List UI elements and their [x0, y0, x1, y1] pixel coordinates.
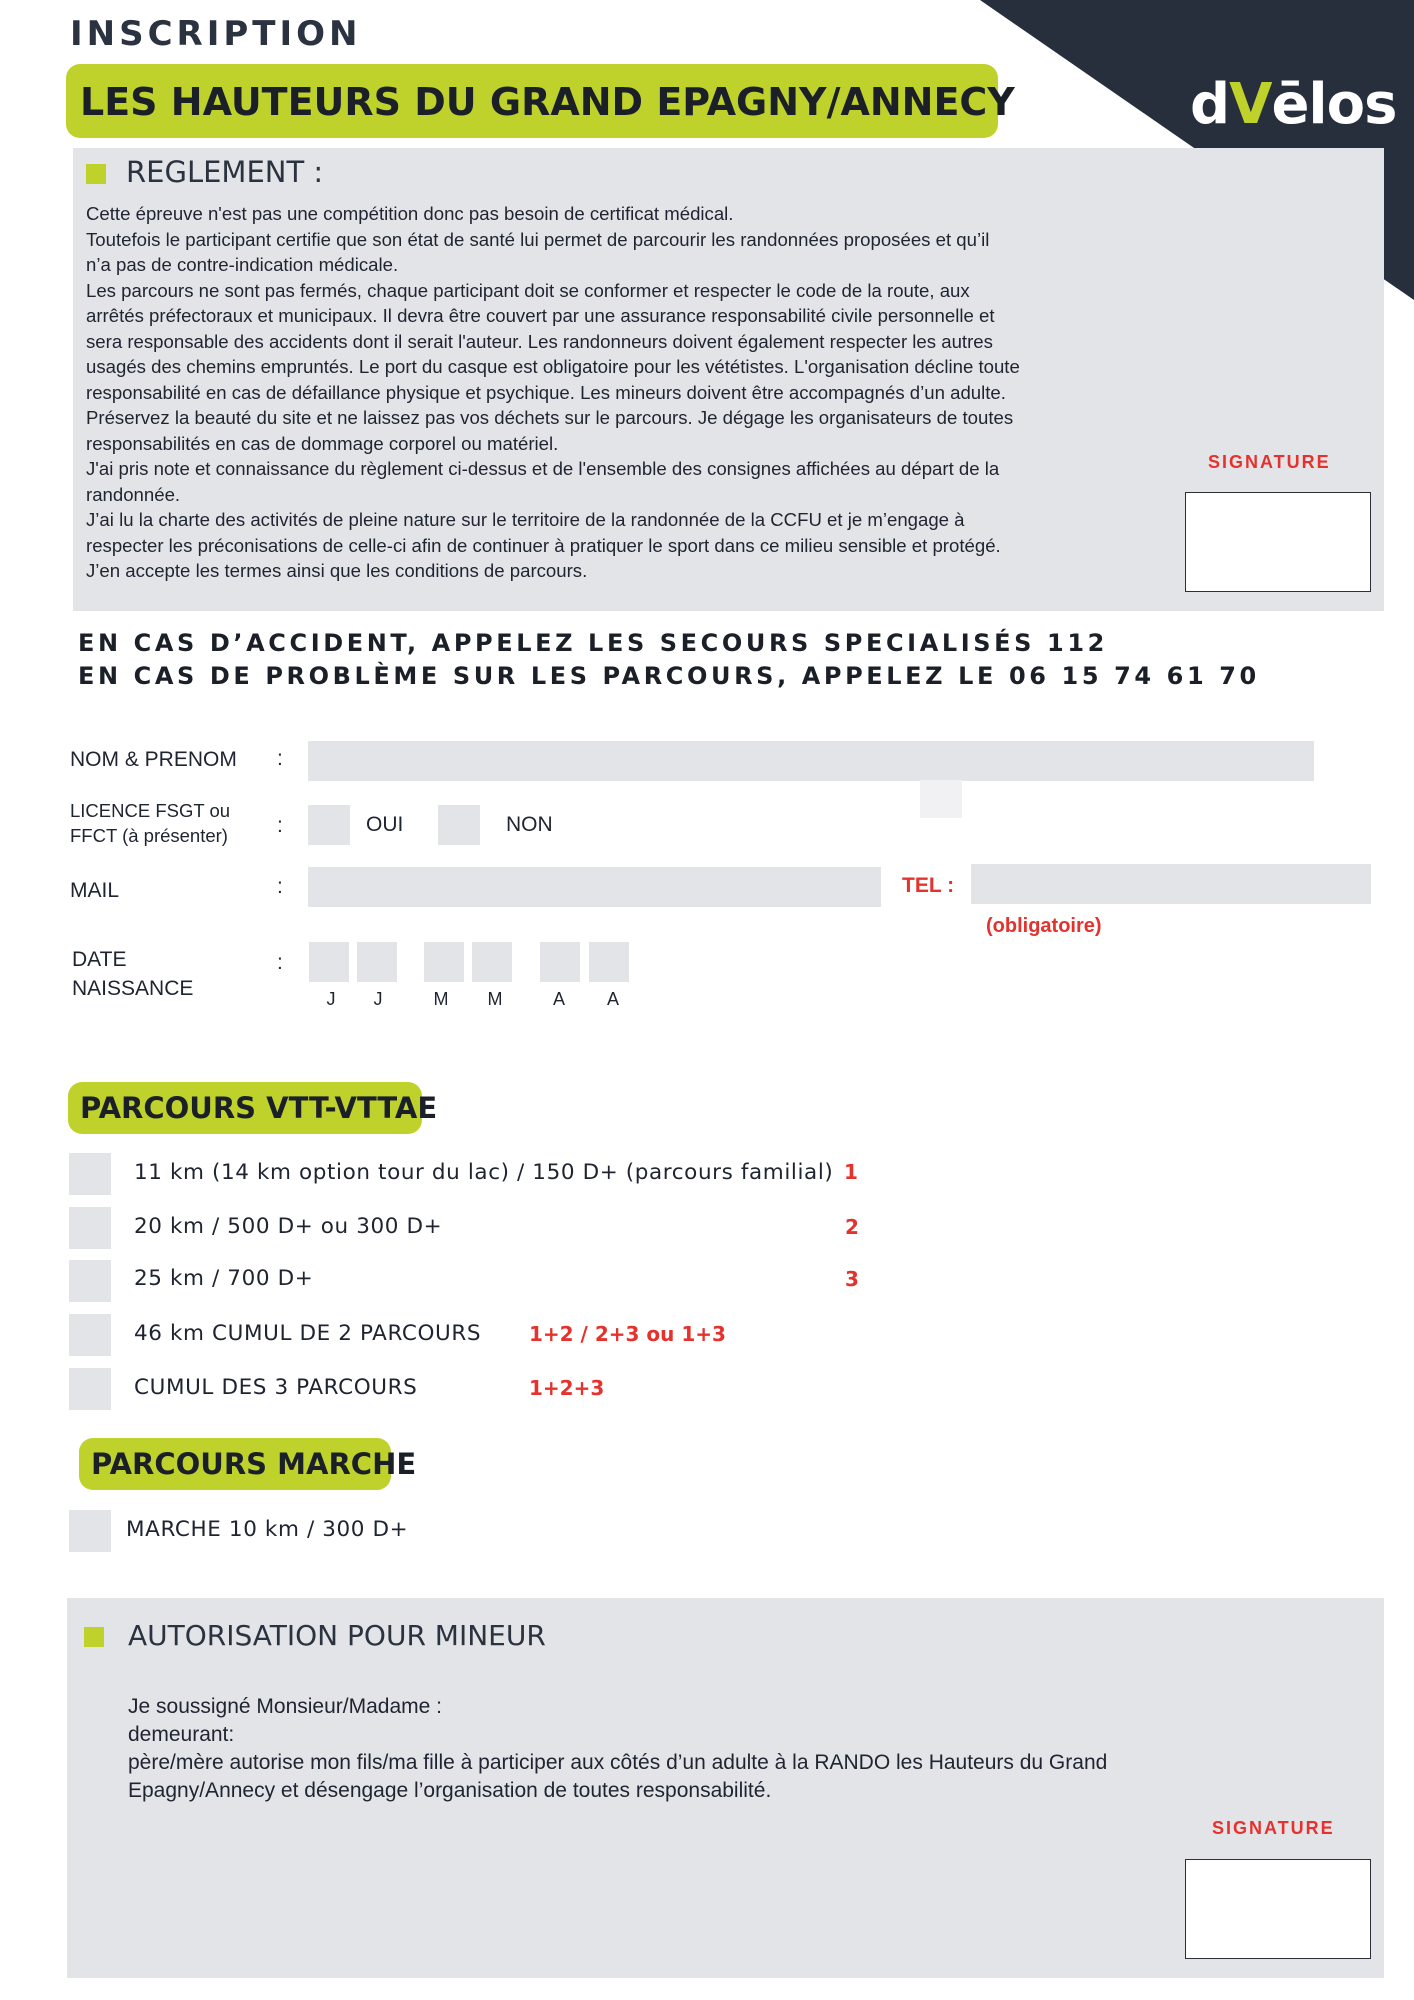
- vtt-option-1-code: 1: [844, 1160, 858, 1184]
- colon: :: [277, 951, 283, 974]
- nom-prenom-label: NOM & PRENOM: [70, 748, 237, 771]
- vtt-option-1-label: 11 km (14 km option tour du lac) / 150 D+ (parcours familial): [134, 1160, 834, 1185]
- mineur-line: Je soussigné Monsieur/Madame :: [128, 1695, 442, 1718]
- date-month-2-input[interactable]: [472, 942, 512, 982]
- mail-input[interactable]: [308, 867, 881, 907]
- vtt-option-4-label: 46 km CUMUL DE 2 PARCOURS: [134, 1321, 482, 1346]
- date-year-1-input[interactable]: [540, 942, 580, 982]
- reglement-line: J’ai lu la charte des activités de pleine nature sur le territoire de la randonnée de la CCFU et je m’engage à: [86, 509, 965, 530]
- licence-oui-label: OUI: [366, 813, 404, 836]
- reglement-line: Cette épreuve n'est pas une compétition donc pas besoin de certificat médical.: [86, 203, 734, 224]
- date-letter: J: [373, 989, 383, 1009]
- licence-non-checkbox[interactable]: [438, 805, 480, 845]
- reglement-line: Toutefois le participant certifie que son état de santé lui permet de parcourir les randonnées proposées et qu’il: [86, 228, 990, 250]
- colon: :: [277, 814, 283, 837]
- vtt-option-2-label: 20 km / 500 D+ ou 300 D+: [134, 1214, 443, 1239]
- emergency-line-112: EN CAS D’ACCIDENT, APPELEZ LES SECOURS SPECIALISÉS 112: [78, 629, 1108, 657]
- reglement-line: n’a pas de contre-indication médicale.: [86, 254, 399, 275]
- licence-oui-checkbox[interactable]: [308, 805, 350, 845]
- tel-label: TEL :: [902, 874, 955, 897]
- vtt-option-4-code: 1+2 / 2+3 ou 1+3: [529, 1322, 726, 1346]
- vtt-option-5-checkbox[interactable]: [69, 1368, 111, 1410]
- mail-label: MAIL: [70, 879, 120, 902]
- page-heading: INSCRIPTION: [70, 14, 362, 54]
- reglement-line: responsabilités en cas de dommage corporel ou matériel.: [86, 432, 559, 454]
- mineur-text: [128, 1693, 1107, 1805]
- date-letter: M: [487, 989, 503, 1009]
- mineur-signature-box[interactable]: [1185, 1859, 1371, 1959]
- vtt-option-3-label: 25 km / 700 D+: [134, 1266, 314, 1291]
- reglement-line: sera responsable des accidents dont il serait l'auteur. Les randonneurs doivent également respecter les autres: [86, 330, 993, 352]
- date-month-1-input[interactable]: [424, 942, 464, 982]
- marche-option-checkbox[interactable]: [69, 1510, 111, 1552]
- date-day-2-input[interactable]: [357, 942, 397, 982]
- bullet-square-icon: [86, 164, 106, 184]
- mineur-signature-label: SIGNATURE: [1212, 1818, 1335, 1838]
- date-year-2-input[interactable]: [589, 942, 629, 982]
- mineur-line: père/mère autorise mon fils/ma fille à participer aux côtés d’un adulte à la RANDO les Hauteurs du Grand: [128, 1751, 1108, 1774]
- date-letter: A: [552, 989, 565, 1009]
- vtt-option-2-code: 2: [845, 1215, 859, 1239]
- date-letter: A: [606, 989, 619, 1009]
- reglement-line: Les parcours ne sont pas fermés, chaque participant doit se conformer et respecter le code de la route, aux: [86, 279, 970, 301]
- vtt-option-3-code: 3: [845, 1267, 859, 1291]
- reglement-text: [86, 201, 1196, 584]
- signature-label: SIGNATURE: [1208, 452, 1331, 472]
- mineur-heading: AUTORISATION POUR MINEUR: [128, 1619, 546, 1652]
- vtt-option-5-label: CUMUL DES 3 PARCOURS: [134, 1375, 418, 1400]
- mineur-line: Epagny/Annecy et désengage l’organisation de toutes responsabilité.: [128, 1779, 772, 1802]
- vtt-option-5-code: 1+2+3: [529, 1376, 605, 1400]
- date-day-1-input[interactable]: [309, 942, 349, 982]
- obligatoire-note: (obligatoire): [986, 915, 1102, 937]
- dvelos-logo: dVēlos: [1190, 72, 1397, 137]
- vtt-option-4-checkbox[interactable]: [69, 1314, 111, 1356]
- date-naissance-label: DATE NAISSANCE: [72, 948, 194, 1000]
- mineur-line: demeurant:: [128, 1723, 235, 1746]
- vtt-option-3-checkbox[interactable]: [69, 1260, 111, 1302]
- licence-label: LICENCE FSGT ou FFCT (à présenter): [70, 800, 231, 846]
- reglement-line: usagés des chemins empruntés. Le port du casque est obligatoire pour les vététistes. L'organisation décline toute: [86, 356, 1020, 377]
- reglement-line: J’en accepte les termes ainsi que les conditions de parcours.: [86, 560, 588, 581]
- vtt-option-1-checkbox[interactable]: [69, 1153, 111, 1195]
- colon: :: [277, 875, 283, 898]
- reglement-line: randonnée.: [86, 483, 181, 505]
- reglement-line: arrêtés préfectoraux et municipaux. Il devra être couvert par une assurance responsabilité civile personnelle et: [86, 305, 995, 326]
- tel-input[interactable]: [971, 864, 1371, 904]
- reglement-line: Préservez la beauté du site et ne laissez pas vos déchets sur le parcours. Je dégage les organisateurs de toutes: [86, 407, 1014, 428]
- reglement-line: respecter les préconisations de celle-ci afin de continuer à pratiquer le sport dans ce milieu sensible et protégé.: [86, 534, 1001, 556]
- page-title: LES HAUTEURS DU GRAND EPAGNY/ANNECY: [66, 64, 998, 138]
- reglement-line: responsabilité en cas de défaillance physique et psychique. Les mineurs doivent être accompagnés d’un adulte.: [86, 381, 1006, 403]
- marche-option-label: MARCHE 10 km / 300 D+: [126, 1517, 409, 1542]
- vtt-option-2-checkbox[interactable]: [69, 1207, 111, 1249]
- faint-square: [920, 780, 962, 818]
- licence-non-label: NON: [506, 813, 553, 836]
- date-letter: M: [433, 989, 449, 1009]
- bullet-square-icon: [84, 1627, 104, 1647]
- nom-prenom-input[interactable]: [308, 741, 1314, 781]
- reglement-line: J'ai pris note et connaissance du règlement ci-dessus et de l'ensemble des consignes affichées au départ de la: [86, 458, 1000, 479]
- date-letter: J: [326, 989, 336, 1009]
- reglement-heading: REGLEMENT :: [126, 155, 324, 189]
- colon: :: [277, 747, 283, 770]
- signature-box[interactable]: [1185, 492, 1371, 592]
- vtt-section-heading: PARCOURS VTT-VTTAE: [68, 1082, 422, 1134]
- emergency-line-phone: EN CAS DE PROBLÈME SUR LES PARCOURS, APPELEZ LE 06 15 74 61 70: [78, 662, 1260, 690]
- marche-section-heading: PARCOURS MARCHE: [79, 1438, 391, 1490]
